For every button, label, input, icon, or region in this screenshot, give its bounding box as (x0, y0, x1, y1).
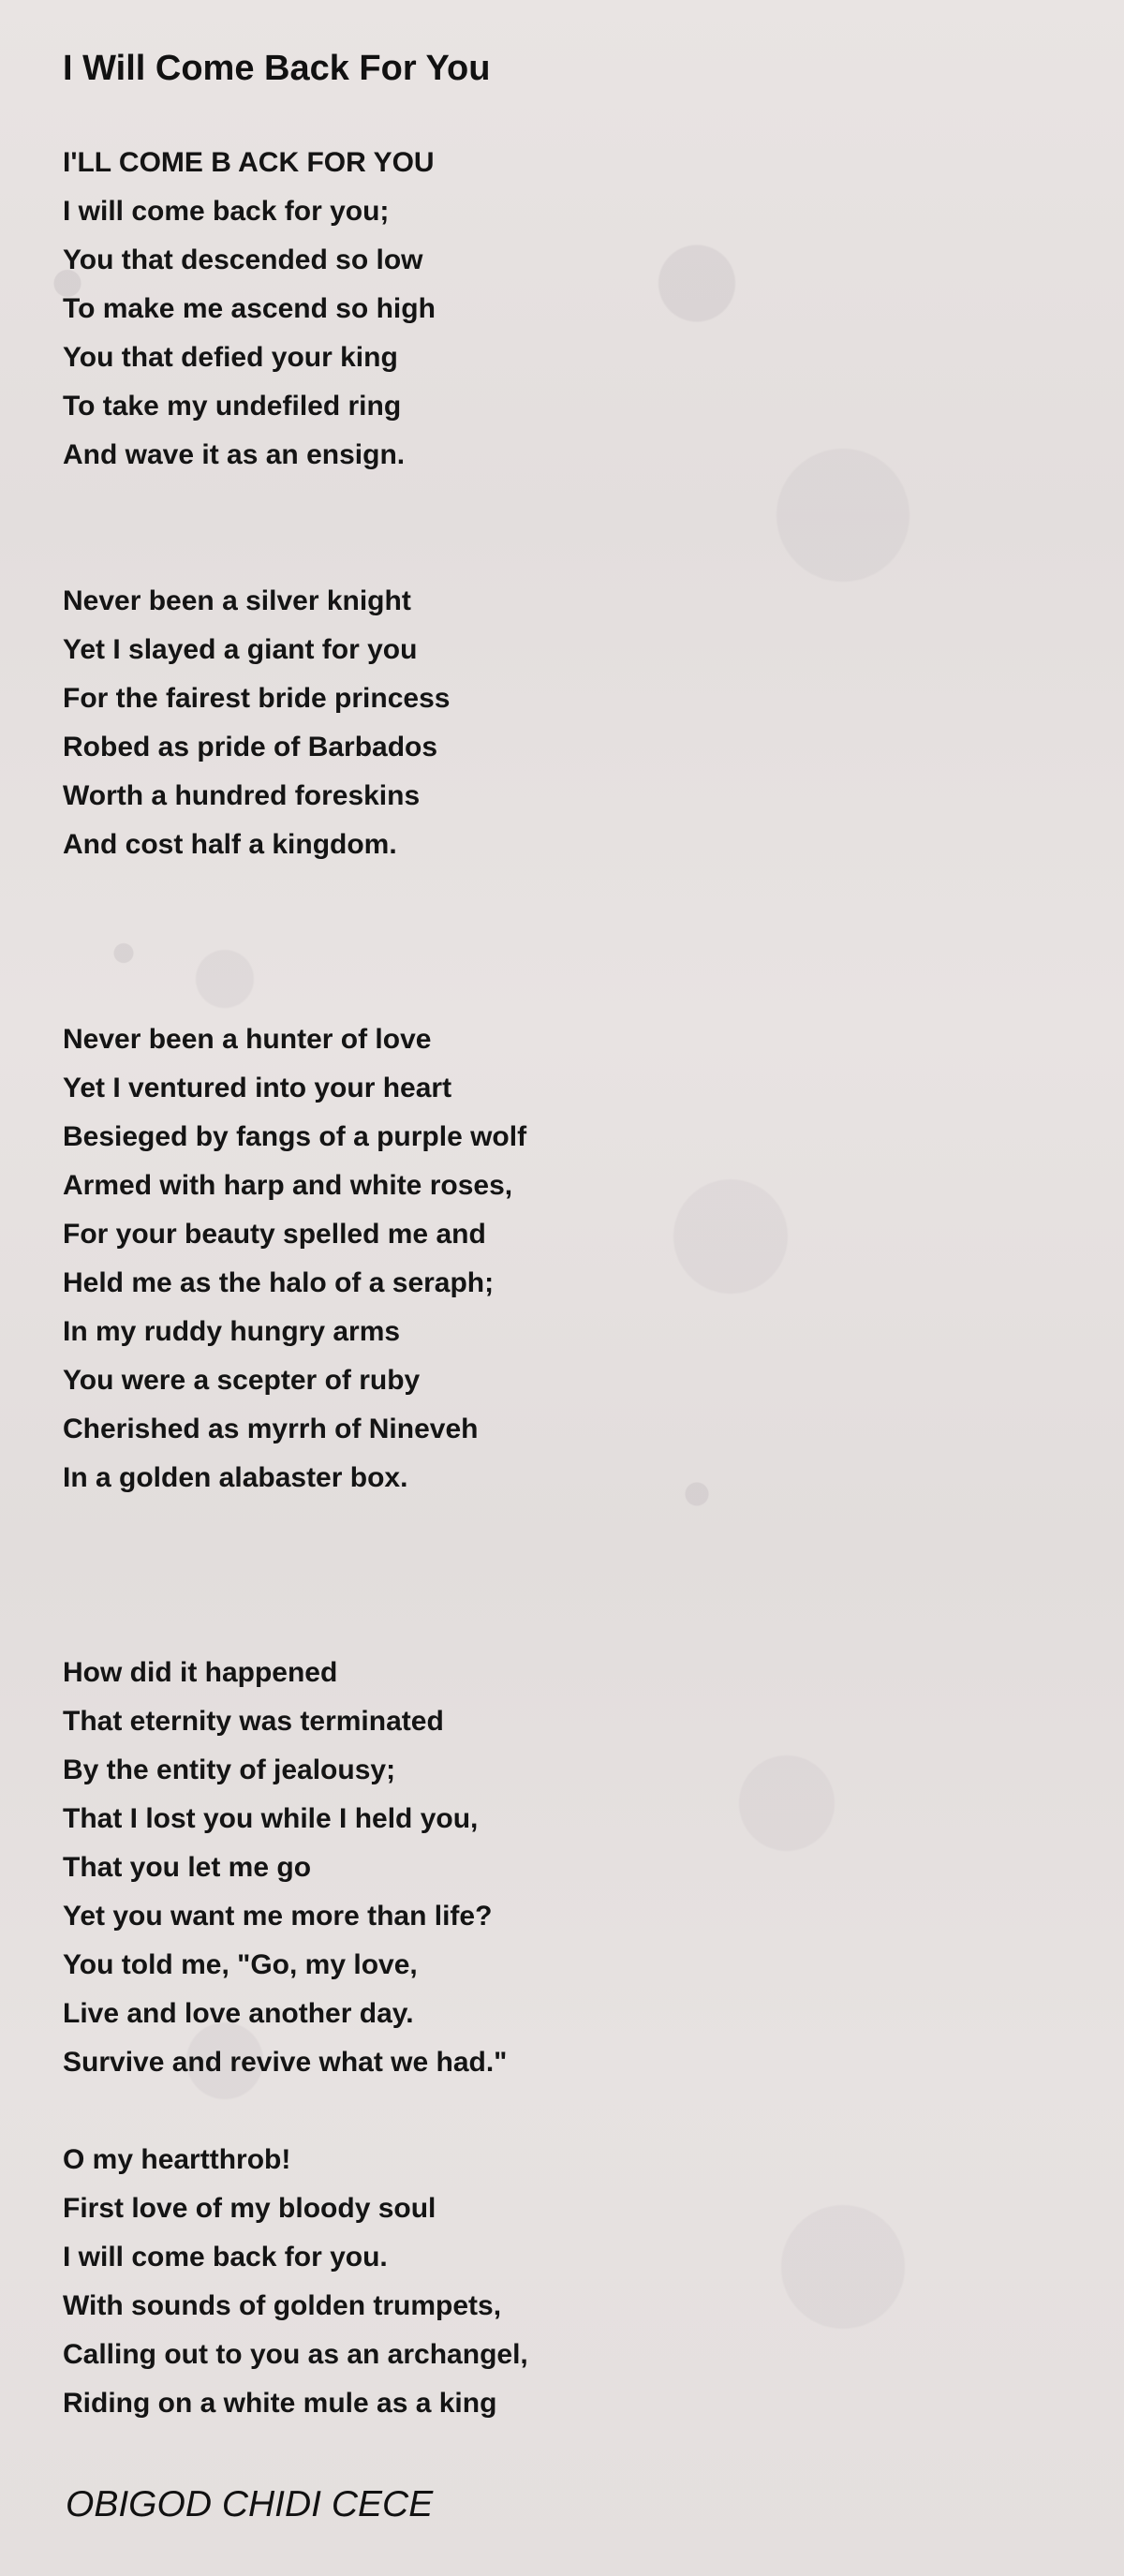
poem-line: With sounds of golden trumpets, (63, 2290, 502, 2321)
poem-line: Armed with harp and white roses, (63, 1170, 513, 1201)
poem-line: Never been a silver knight (63, 585, 411, 616)
poem-line: For the fairest bride princess (63, 683, 451, 714)
stanza-5 (63, 2136, 528, 2428)
poem-line: First love of my bloody soul (63, 2193, 436, 2224)
poem-line: By the entity of jealousy; (63, 1754, 396, 1785)
poem-line: That you let me go (63, 1852, 312, 1883)
poem-line: You were a scepter of ruby (63, 1365, 421, 1396)
poem-line: O my heartthrob! (63, 2144, 291, 2175)
poem-line: I will come back for you; (63, 196, 390, 227)
poem-line: You that defied your king (63, 342, 398, 373)
poem-line: Yet you want me more than life? (63, 1901, 493, 1932)
stanza-4 (63, 1649, 507, 2087)
poem-line: I will come back for you. (63, 2242, 388, 2273)
poem-line: Held me as the halo of a seraph; (63, 1267, 495, 1298)
poem-line: In my ruddy hungry arms (63, 1316, 401, 1347)
poem-line: That I lost you while I held you, (63, 1803, 479, 1834)
poem-line: Live and love another day. (63, 1998, 414, 2029)
poem-line: Yet I ventured into your heart (63, 1073, 452, 1103)
poem-line: Cherished as myrrh of Nineveh (63, 1414, 479, 1444)
stanza-1 (63, 139, 436, 480)
poem-line: You that descended so low (63, 244, 423, 275)
poem-line: In a golden alabaster box. (63, 1462, 408, 1493)
stanza-3 (63, 1015, 526, 1503)
poem-line: And wave it as an ensign. (63, 439, 406, 470)
poem-line: To take my undefiled ring (63, 391, 402, 422)
poem-line: And cost half a kingdom. (63, 829, 397, 860)
poem-line: That eternity was terminated (63, 1706, 444, 1737)
poem-line: Robed as pride of Barbados (63, 732, 438, 762)
poem-line: Never been a hunter of love (63, 1024, 432, 1055)
poem-line: Survive and revive what we had." (63, 2047, 508, 2078)
poem-line: Calling out to you as an archangel, (63, 2339, 528, 2370)
poem-line: How did it happened (63, 1657, 338, 1688)
poem-line: Besieged by fangs of a purple wolf (63, 1121, 527, 1152)
poem-line: For your beauty spelled me and (63, 1219, 486, 1250)
poem-line: Worth a hundred foreskins (63, 780, 421, 811)
poem-line: To make me ascend so high (63, 293, 436, 324)
poem-line: I'LL COME B ACK FOR YOU (63, 147, 435, 178)
poem-line: Riding on a white mule as a king (63, 2388, 497, 2419)
poem-author: OBIGOD CHIDI CECE (66, 2484, 434, 2524)
stanza-2 (63, 577, 450, 869)
poem-line: Yet I slayed a giant for you (63, 634, 418, 665)
poem-line: You told me, "Go, my love, (63, 1949, 418, 1980)
poem-title: I Will Come Back For You (63, 49, 491, 88)
